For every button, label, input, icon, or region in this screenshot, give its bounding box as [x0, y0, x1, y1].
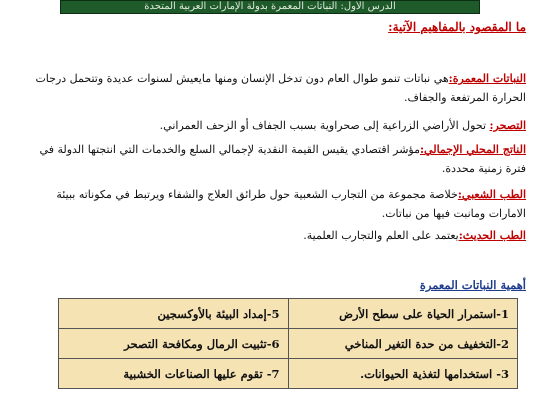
- importance-table: [58, 298, 518, 389]
- definition-desertification: [26, 116, 526, 135]
- table-cell: 2-التخفيف من حدة التغير المناخي: [288, 329, 518, 359]
- definition-modern-medicine: [26, 226, 526, 245]
- table-cell: 1-استمرار الحياة على سطح الأرض: [288, 299, 518, 329]
- definition-text: مؤشر اقتصادي يقيس القيمة النقدية لإجمالي السلع والخدمات التي انتجتها الدولة في فترة زمنية محددة.: [39, 143, 526, 175]
- concepts-question: ما المقصود بالمفاهيم الآتية:: [388, 20, 526, 34]
- lesson-title-banner: [60, 0, 480, 14]
- definition-text: هي نباتات تنمو طوال العام دون تدخل الإنسان ومنها مايعيش لسنوات عديدة وتتحمل درجات الحرارة المرتفعة والجفاف.: [35, 72, 526, 104]
- definition-term: النباتات المعمرة:: [448, 72, 526, 85]
- definition-term: الطب الحديث:: [458, 229, 526, 242]
- lesson-title: الدرس الأول: النباتات المعمرة بدولة الإمارات العربية المتحدة: [144, 1, 396, 12]
- table-cell: 5-إمداد البيئة بالأوكسجين: [59, 299, 289, 329]
- definition-folk-medicine: [26, 185, 526, 223]
- definition-perennial-plants: [26, 69, 526, 107]
- table-row: [59, 329, 518, 359]
- table-cell: 6-تثبيت الرمال ومكافحة التصحر: [59, 329, 289, 359]
- importance-section-title: أهمية النباتات المعمرة: [419, 278, 526, 292]
- table-cell: 3- استخدامها لتغذية الحيوانات.: [288, 359, 518, 389]
- definition-term: التصحر:: [489, 119, 526, 132]
- definition-text: تحول الأراضي الزراعية إلى صحراوية بسبب الجفاف أو الزحف العمراني.: [159, 119, 490, 132]
- table-cell: 7- تقوم عليها الصناعات الخشبية: [59, 359, 289, 389]
- definition-term: الناتج المحلي الإجمالي:: [420, 143, 526, 156]
- table-row: [59, 299, 518, 329]
- table-row: [59, 359, 518, 389]
- definition-term: الطب الشعبي:: [457, 188, 526, 201]
- definition-text: خلاصة مجموعة من التجارب الشعبية حول طرائق العلاج والشفاء ويرتبط في مكوناته ببيئة الامارات ومانبت فيها من نباتات.: [56, 188, 526, 220]
- definition-text: يعتمد على العلم والتجارب العلمية.: [303, 229, 459, 242]
- definition-gdp: [26, 140, 526, 178]
